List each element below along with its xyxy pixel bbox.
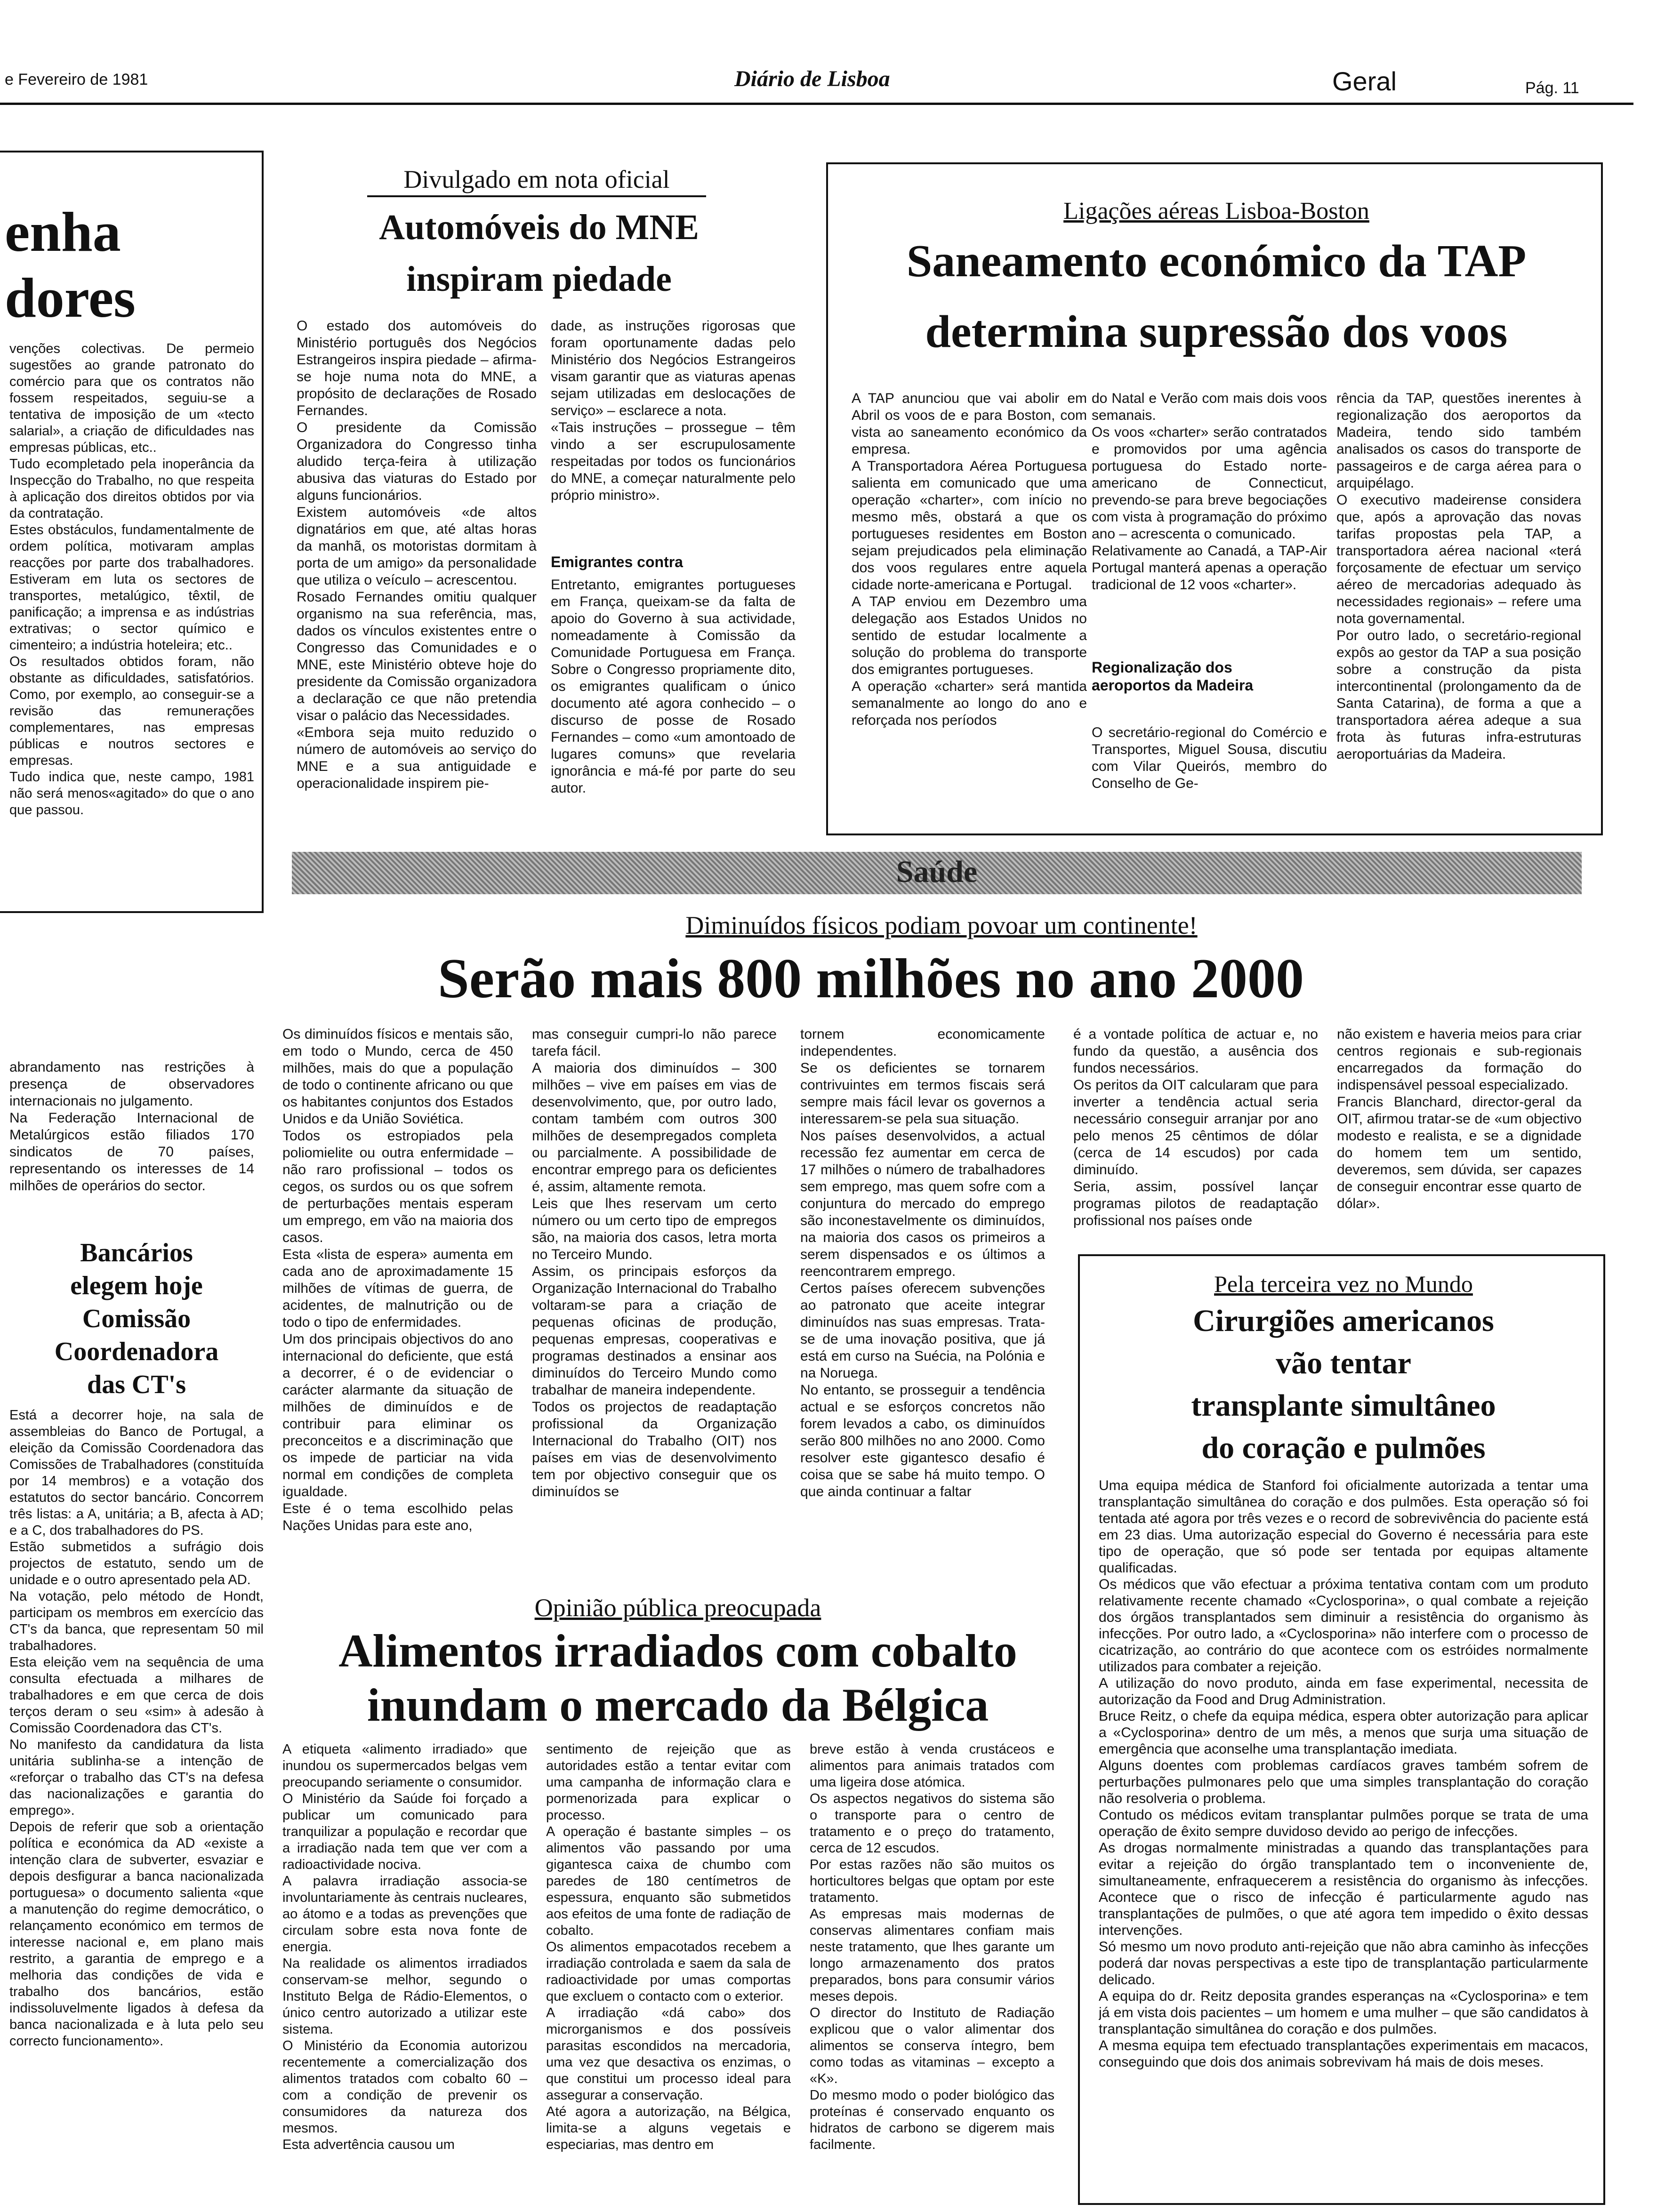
mne-column-1: O estado dos automóveis do Ministério português dos Negócios Estrangeiros inspira piedade – afirma-se hoje numa nota do MNE, a propósito de declarações de Rosado Fernandes. O presidente da Comissão Organizadora do Congresso tinha aludido terça-feira à utilização abusiva das viaturas do Estado por alguns funcionários. Existem automóveis «de altos dignatários em que, até altas horas da manhã, os motoristas dormitam à porta de um amigo» da personalidade que utiliza o veículo – acrescentou. Rosado Fernandes omitiu qualquer organismo na sua referência, mas, dados os vínculos existentes entre o Congresso das Comunidades e o MNE, este Ministério obteve hoje do presidente da Comissão organizadora a declaração ce que não pretendia visar o palácio das Necessidades. «Embora seja muito reduzido o número de automóveis ao serviço do MNE e a sua antiguidade e operacionalidade inspirem pie-	[297, 318, 537, 791]
bancarios-headline-3: Comissão	[82, 1304, 191, 1333]
physical-column-4: é a vontade política de actuar e, no fundo da questão, a ausência dos fundos necessários. Os peritos da OIT calcularam que para inverter a tendência actual seria necessário conseguir arranjar por ano pelo menos 25 cêntimos de dólar (cerca de 14 escudos) por cada diminuído. Seria, assim, possível lançar programas pilotos de readaptação profissional nos países onde	[1073, 1026, 1318, 1228]
issue-date: e Fevereiro de 1981	[5, 71, 148, 88]
mne-headline-2: inspiram piedade	[406, 259, 672, 299]
transplant-kicker: Pela terceira vez no Mundo	[1214, 1271, 1473, 1297]
transplant-headline-2: vão tentar	[1276, 1346, 1411, 1380]
section-bar-saude	[292, 852, 1582, 894]
left-lower-text: abrandamento nas restrições à presença de observadores internacionais no julgamento. Na Federação Internacional de Metalúrgicos estão filiados 170 sindicatos de 70 países, representando os interesses de 14 milhões de operários do sector.	[9, 1059, 254, 1194]
mne-headline-1: Automóveis do MNE	[379, 208, 699, 247]
mne-column-2a: dade, as instruções rigorosas que foram oportunamente dadas pelo Ministério dos Negócios Estrangeiros visam garantir que as viaturas apenas sejam utilizadas em deslocações de serviço» – esclarece a nota. «Tais instruções – prossegue – têm vindo a ser escrupulosamente respeitadas por todos os funcionários do MNE, a começar naturalmente pelo próprio ministro».	[551, 318, 796, 503]
physical-kicker: Diminuídos físicos podiam povoar um continente!	[685, 911, 1198, 939]
tap-headline-1: Saneamento económico da TAP	[906, 236, 1527, 287]
article-tap	[826, 162, 1603, 835]
section-title-saude: Saúde	[896, 855, 978, 889]
physical-headline: Serão mais 800 milhões no ano 2000	[437, 947, 1304, 1010]
tap-column-3: rência da TAP, questões inerentes à regionalização dos aeroportos da Madeira, tendo sido também analisados os casos do transporte de passageiros e de carga aérea para o arquipélago. O executivo madeirense considera que, após a aprovação das novas tarifas propostas pela TAP, a transportadora aérea nacional «terá forçosamente de efectuar um serviço aéreo de mercadorias adequado às necessidades regionais» – refere uma nota governamental. Por outro lado, o secretário-regional expôs ao gestor da TAP a sua posição sobre a construção da pista intercontinental (prolongamento da de Santa Catarina), de forma a que a transportadora aérea adeque a sua frota às futuras infra-estruturas aeroportuárias da Madeira.	[1336, 391, 1581, 762]
mne-kicker: Divulgado em nota oficial	[403, 165, 670, 193]
section-name: Geral	[1332, 66, 1397, 96]
article-transplant	[1078, 1254, 1605, 2205]
tap-headline-2: determina supressão dos voos	[925, 306, 1508, 357]
tap-subhead: Regionalização dos aeroportos da Madeira	[1092, 659, 1254, 694]
tap-kicker: Ligações aéreas Lisboa-Boston	[1063, 198, 1369, 224]
food-column-2: sentimento de rejeição que as autoridades estão a tentar evitar com uma campanha de informação clara e pormenorizada para explicar o processo. A operação é bastante simples – os alimentos vão passando por uma gigantesca caixa de chumbo com paredes de 180 centímetros de espessura, enquanto são submetidos aos efeitos de uma fonte de radiação de cobalto. Os alimentos empacotados recebem a irradiação controlada e saem da sala de radioactividade por umas comportas que excluem o contacto com o exterior. A irradiação «dá cabo» dos microrganismos e dos possíveis parasitas escondidos na mercadoria, uma vez que desactiva os enzimas, o que constitui um processo ideal para assegurar a conservação. Até agora a autorização, na Bélgica, limita-se a alguns vegetais e especiarias, mas dentro em	[546, 1742, 791, 2152]
physical-column-5: não existem e haveria meios para criar centros regionais e sub-regionais encarregados da formação do indispensável pessoal especializado. Francis Blanchard, director-geral da OIT, afirmou tratar-se de «um objectivo modesto e realista, e se a dignidade do homem tem um sentido, deveremos, sem dúvida, ser capazes de conseguir encontrar esse quarto de dólar».	[1337, 1026, 1582, 1211]
left-column-box	[0, 151, 264, 913]
mne-column-2b: Entretanto, emigrantes portugueses em França, queixam-se da falta de apoio do Governo à sua actividade, nomeadamente à Comissão da Comunidade Portuguesa em França. Sobre o Congresso propriamente dito, os emigrantes qualificam o único documento até agora conhecido – o discurso de posse de Rosado Fernandes – como «um amontoado de lugares comuns» que revelaria ignorância e má-fé por parte do seu autor.	[551, 577, 796, 796]
left-box-body: venções colectivas. De permeio sugestões ao grande patronato do comércio para que os contratos não fossem respeitados, seguiu-se a tentativa de imposição de um «tecto salarial», a criação de dificuldades nas empresas públicas, etc.. Tudo ecompletado pela inoperância da Inspecção do Trabalho, no que respeita à aplicação dos direitos obtidos por via da contratação. Estes obstáculos, fundamentalmente de ordem política, motivaram amplas reacções por parte dos trabalhadores. Estiveram em luta os sectores de transportes, metalúgico, têxtil, de panificação; a imprensa e as indústrias extrativas; o sector químico e cimenteiro; a indústria hoteleira; etc.. Os resultados obtidos foram, não obstante as dificuldades, satisfatórios. Como, por exemplo, ao conseguir-se a revisão das remunerações complementares, nas empresas públicas e noutros sectores e empresas. Tudo indica que, neste campo, 1981 não será menos«agitado» do que o ano que passou.	[9, 341, 254, 817]
food-kicker: Opinião pública preocupada	[534, 1594, 821, 1622]
physical-column-2: mas conseguir cumpri-lo não parece tarefa fácil. A maioria dos diminuídos – 300 milhões – vive em países em vias de desenvolvimento, que, por outro lado, contam também com outros 300 milhões de desempregados completa ou parcialmente. A possibilidade de encontrar emprego para os deficientes é, assim, altamente remota. Leis que lhes reservam um certo número ou um certo tipo de empregos são, na maioria dos casos, letra morta no Terceiro Mundo. Assim, os principais esforços da Organização Internacional do Trabalho voltaram-se para a criação de pequenas oficinas de produção, pequenas empresas, cooperativas e programas destinados a ensinar aos diminuídos do Terceiro Mundo como trabalhar de maneira independente. Todos os projectos de readaptação profissional da Organização Internacional do Trabalho (OIT) nos países em vias de desenvolvimento tem por objectivo conseguir que os diminuídos se	[532, 1026, 777, 1499]
article-bancarios	[0, 1233, 273, 2212]
bancarios-headline-1: Bancários	[80, 1238, 193, 1267]
physical-column-3: tornem economicamente independentes. Se os deficientes se tornarem contrivuintes em termos fiscais será sempre mais fácil levar os governos a interessarem-se pela sua situação. Nos países desenvolvidos, a actual recessão fez aumentar em cerca de 17 milhões o número de trabalhadores sem emprego, mas quem sofre com a conjuntura do mercado do emprego são inconestavelmente os diminuídos, na maioria dos casos os primeiros a serem dispensados e os últimos a reencontrarem emprego. Certos países oferecem subvenções ao patronato que aceite integrar diminuídos nas suas empresas. Trata-se de uma inovação positiva, que já está em curso na Suécia, na Polónia e na Noruega. No entanto, se prosseguir a tendência actual e se esforços concretos não forem levados a cabo, os diminuídos serão 800 milhões no ano 2000. Como resolver este gigantesco desafio é coisa que se sabe há muito tempo. O que ainda continuar a faltar	[800, 1026, 1045, 1499]
masthead-rule	[0, 103, 1633, 105]
page-number: Pág. 11	[1525, 79, 1579, 97]
physical-column-1: Os diminuídos físicos e mentais são, em todo o Mundo, cerca de 450 milhões, mais do que a população de todo o continente africano ou que os habitantes conjuntos dos Estados Unidos e da União Soviética. Todos os estropiados pela poliomielite ou outra enfermidade – não raro profissional – todos os cegos, os surdos ou os que sofrem de perturbações mentais esperam um emprego, em vão na maioria dos casos. Esta «lista de espera» aumenta em cada ano de aproximadamente 15 milhões de vítimas de guerra, de acidentes, de malnutrição ou de todo o tipo de enfermidades. Um dos principais objectivos do ano internacional do deficiente, que está a decorrer, é o de evidenciar o carácter alarmante da situação de milhões de diminuídos e de contribuir para eliminar os preconceitos e a discriminação que os impede de particiar na vida normal em condições de completa igualdade. Este é o tema escolhido pelas Nações Unidas para este ano,	[282, 1026, 513, 1533]
newspaper-name: Diário de Lisboa	[734, 66, 890, 91]
left-headline-2: dores	[5, 266, 136, 329]
tap-column-2a: do Natal e Verão com mais dois voos semanais. Os voos «charter» serão contratados e promovidos por uma agência portuguesa do Estado norte-americano de Connecticut, prevendo-se para breve begociações com vista à programação do próximo ano – acrescenta o comunicado. Relativamente ao Canadá, a TAP-Air Portugal manterá apenas a operação tradicional de 12 voos «charter».	[1092, 391, 1327, 593]
article-mne	[278, 151, 800, 828]
food-column-3: breve estão à venda crustáceos e alimentos para animais tratados com uma ligeira dose atómica. Os aspectos negativos do sistema são o transporte para o centro de tratamento e o preço do tratamento, cerca de 12 escudos. Por estas razões não são muitos os horticultores belgas que optam por este tratamento. As empresas mais modernas de conservas alimentares confiam mais neste tratamento, que lhes garante um longo armazenamento dos pratos preparados, bons para consumir vários meses depois. O director do Instituto de Radiação explicou que o valor alimentar dos alimentos se conserva íntegro, bem como todas as vitaminas – excepto a «K». Do mesmo modo o poder biológico das proteínas é conservado enquanto os hidratos de carbono se digerem mais facilmente.	[810, 1742, 1054, 2152]
left-headline-1: enha	[5, 200, 121, 263]
bancarios-headline-2: elegem hoje	[70, 1271, 203, 1300]
food-headline-2: inundam o mercado da Bélgica	[367, 1679, 989, 1731]
tap-column-1: A TAP anunciou que vai abolir em Abril os voos de e para Boston, com vista ao saneamento económico da empresa. A Transportadora Aérea Portuguesa salienta em comunicado que uma operação «charter», com início no mesmo mês, obstará a que os portugueses residentes em Boston sejam prejudicados pela eliminação dos voos regulares entre aquela cidade norte-americana e Portugal. A TAP enviou em Dezembro uma delegação aos Estados Unidos no sentido de estudar localmente a solução do problema do transporte dos emigrantes portugueses. A operação «charter» será mantida semanalmente ao longo do ano e reforçada nos períodos	[852, 391, 1087, 728]
bancarios-body: Está a decorrer hoje, na sala de assembleias do Banco de Portugal, a eleição da Comissão Coordenadora das Comissões de Trabalhadores (constituída por 14 membros) e a votação dos estatutos do sector bancário. Concorrem três listas: a A, unitária; a B, afecta à AD; e a C, dos trabalhadores do PS. Estão submetidos a sufrágio dois projectos de estatuto, sendo um de unidade e o outro apresentado pela AD. Na votação, pelo método de Hondt, participam os membros em exercício das CT's da banca, que representam 50 mil trabalhadores. Esta eleição vem na sequência de uma consulta efectuada a milhares de trabalhadores e em que cerca de dois terços deram o seu «sim» à adesão à Comissão Coordenadora das CT's. No manifesto da candidatura da lista unitária sublinha-se a intenção de «reforçar o trabalho das CT's na defesa das nacionalizações e garantia do emprego». Depois de referir que sob a orientação política e económica da AD «existe a intenção clara de subverter, esvaziar e depois desfigurar a banca nacionalizada portuguesa» o documento salienta «que a manutenção do regime democrático, o relançamento económico em termos de interesse nacional e, em plano mais restrito, a garantia de emprego e a melhoria das condições de vida e trabalho dos bancários, estão indissoluvelmente ligados à defesa da banca nacionalizada e à luta pelo seu correcto funcionamento».	[9, 1408, 264, 2049]
mne-kicker-rule	[367, 195, 706, 197]
mne-subhead: Emigrantes contra	[551, 553, 683, 570]
transplant-headline-1: Cirurgiões americanos	[1193, 1304, 1494, 1338]
transplant-headline-3: transplante simultâneo	[1191, 1388, 1496, 1423]
masthead	[0, 0, 1657, 108]
bancarios-headline-5: das CT's	[87, 1370, 186, 1399]
food-column-1: A etiqueta «alimento irradiado» que inundou os supermercados belgas vem preocupando seriamente o consumidor. O Ministério da Saúde foi forçado a publicar um comunicado para tranquilizar a população e recordar que a irradiação nada tem que ver com a radioactividade nociva. A palavra irradiação associa-se involuntariamente às centrais nucleares, ao átomo e a todas as prevenções que circulam sobre esta nova fonte de energia. Na realidade os alimentos irradiados conservam-se melhor, segundo o Instituto Belga de Rádio-Elementos, o único centro autorizado a utilizar este sistema. O Ministério da Economia autorizou recentemente a comercialização dos alimentos tratados com cobalto 60 – com a condição de prevenir os consumidores da natureza dos mesmos. Esta advertência causou um	[282, 1742, 527, 2152]
tap-column-2b: O secretário-regional do Comércio e Transportes, Miguel Sousa, discutiu com Vilar Queirós, membro do Conselho de Ge-	[1092, 725, 1327, 791]
bancarios-headline-4: Coordenadora	[54, 1337, 219, 1366]
food-headline-1: Alimentos irradiados com cobalto	[338, 1625, 1017, 1677]
transplant-body: Uma equipa médica de Stanford foi oficialmente autorizada a tentar uma transplantação simultânea do coração e dos pulmões. Esta operação só foi tentada até agora por três vezes e o record de sobrevivência do paciente está em 23 dias. Uma autorização especial do Governo é necessária para este tipo de operação, que só pode ser tentada por equipas altamente qualificadas. Os médicos que vão efectuar a próxima tentativa contam com um produto relativamente recente chamado «Cyclosporina», o qual combate a rejeição dos órgãos transplantados sem diminuir a resistência do organismo às infecções. Por outro lado, a «Cyclosporina» não interfere com o processo de cicatrização, ao contrário do que acontece com os estróides normalmente utilizados para combater a rejeição. A utilização do novo produto, ainda em fase experimental, necessita de autorização da Food and Drug Administration. Bruce Reitz, o chefe da equipa médica, espera obter autorização para aplicar a «Cyclosporina» dentro de um mês, a menos que surja uma situação de emergência que aconselhe uma transplantação imediata. Alguns doentes com problemas cardíacos graves também sofrem de perturbações pulmonares pelo que uma simples transplantação do coração não resolveria o problema. Contudo os médicos evitam transplantar pulmões porque se trata de uma operação de êxito sempre duvidoso devido ao perigo de infecções. As drogas normalmente ministradas a quando das transplantações para evitar a rejeição do órgão transplantado tem o inconveniente de, simultaneamente, enfraquecerem a resistência do organismo às infecções. Acontece que o risco de infecção é particularmente agudo nas transplantações de pulmões, o que até agora tem impedido o êxito dessas intervenções. Só mesmo um novo produto anti-rejeição que não abra caminho às infecções poderá dar novas perspectivas a este tipo de transplantação particularmente delicado. A equipa do dr. Reitz deposita grandes esperanças na «Cyclosporina» e tem já em vista dois pacientes – um homem e uma mulher – que são candidatos à transplantação simultânea do coração e dos pulmões. A mesma equipa tem efectuado transplantações experimentais em macacos, conseguindo que dois dos animais sobrevivam há mais de dois meses.	[1099, 1478, 1588, 2070]
transplant-headline-4: do coração e pulmões	[1201, 1431, 1486, 1465]
